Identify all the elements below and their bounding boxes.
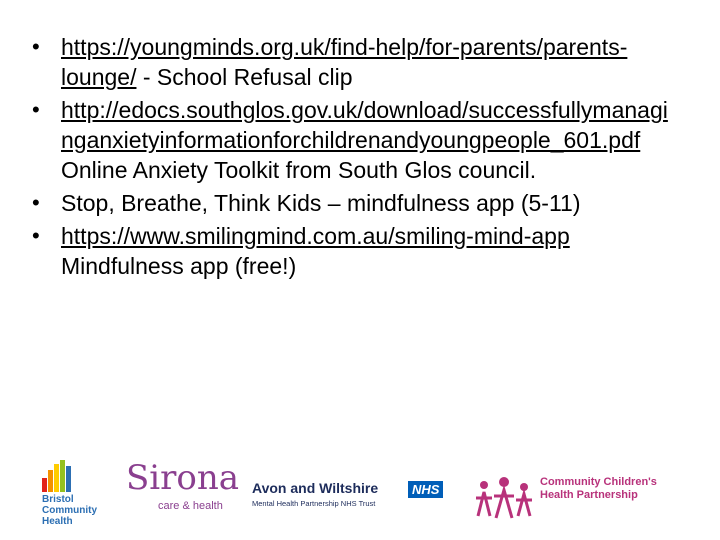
slide-content — [32, 32, 672, 284]
list-item-text: Stop, Breathe, Think Kids – mindfulness app (5-11) — [61, 190, 581, 216]
bullet-marker: • — [32, 223, 40, 248]
logo-text: Health — [42, 516, 73, 527]
bullet-marker: • — [32, 34, 40, 59]
awp-logo — [252, 480, 457, 520]
sirona-logo — [126, 458, 240, 528]
list-item — [32, 188, 672, 218]
logo-text: Community — [42, 505, 97, 516]
bch-fan-logo — [40, 454, 80, 494]
bristol-community-health-logo — [40, 454, 110, 534]
list-item-text: - School Refusal clip — [136, 64, 353, 90]
logo-text: Health Partnership — [540, 489, 638, 501]
bullet-marker: • — [32, 190, 40, 215]
list-item — [32, 221, 672, 281]
list-item-text: Online Anxiety Toolkit from South Glos council. — [61, 157, 537, 183]
family-figures-icon — [474, 476, 536, 520]
list-item — [32, 95, 672, 185]
logo-text: Community Children's — [540, 476, 657, 488]
logo-subtext: Mental Health Partnership NHS Trust — [252, 499, 376, 508]
logo-subtext: care & health — [158, 500, 223, 512]
logo-text: Avon and Wiltshire — [252, 480, 379, 496]
youngminds-link[interactable]: https://youngminds.org.uk/find-help/for-parents/parents-lounge/ — [61, 34, 628, 90]
logo-text: Bristol — [42, 494, 74, 505]
list-item — [32, 32, 672, 92]
partner-logos — [0, 440, 720, 540]
logo-text: Sirona — [126, 458, 240, 498]
resource-list — [32, 32, 672, 281]
cchp-logo — [474, 474, 664, 524]
bullet-marker: • — [32, 97, 40, 122]
smilingmind-link[interactable]: https://www.smilingmind.com.au/smiling-mind-app — [61, 223, 570, 249]
southglos-link[interactable]: http://edocs.southglos.gov.uk/download/successfullymanaginganxietyinformationforchildrenandyoungpeople_601.pdf — [61, 97, 668, 153]
list-item-text: Mindfulness app (free!) — [61, 253, 297, 279]
nhs-badge: NHS — [408, 481, 443, 498]
